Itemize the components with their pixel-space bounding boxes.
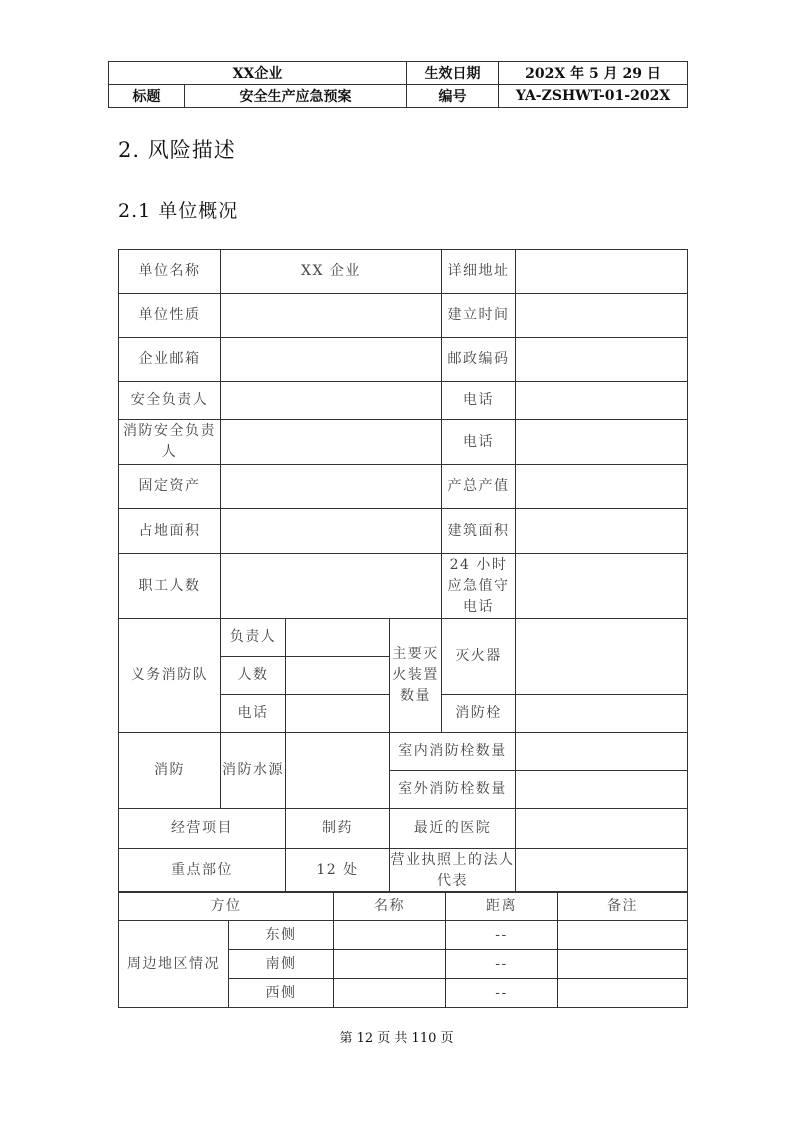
land-area-label: 占地面积 [119,509,221,554]
brigade-phone-label: 电话 [221,695,286,733]
equipment-label: 主要灭火装置数量 [390,619,442,733]
safety-head-label: 安全负责人 [119,382,221,420]
col-direction: 方位 [119,892,334,921]
header-number: YA-ZSHWT-01-202X [499,85,688,108]
building-area-value [516,509,688,554]
surroundings-table [118,891,688,1008]
outdoor-hydrant-label: 室外消防栓数量 [390,771,516,809]
brigade-head-label: 负责人 [221,619,286,657]
hospital-value [516,809,688,849]
postcode-value [516,338,688,382]
name-cell [334,979,446,1008]
direction-cell: 西侧 [229,979,334,1008]
water-source-value [286,733,390,809]
surroundings-label: 周边地区情况 [119,921,229,1008]
section-heading: 2. 风险描述 [118,138,236,162]
duty-phone-label: 24 小时应急值守电话 [442,554,516,619]
unit-name-label: 单位名称 [119,250,221,294]
indoor-hydrant-label: 室内消防栓数量 [390,733,516,771]
brigade-count-label: 人数 [221,657,286,695]
name-cell [334,921,446,950]
subsection-heading: 2.1 单位概况 [118,200,239,222]
email-label: 企业邮箱 [119,338,221,382]
outdoor-hydrant-value [516,771,688,809]
legal-rep-label: 营业执照上的法人代表 [390,849,516,893]
distance-cell: -- [446,950,558,979]
phone-value [516,382,688,420]
direction-cell: 东侧 [229,921,334,950]
duty-phone-value [516,554,688,619]
total-output-label: 产总产值 [442,465,516,509]
page-footer: 第 12 页 共 110 页 [339,1031,454,1046]
established-value [516,294,688,338]
fire-label: 消防 [119,733,221,809]
employees-value [221,554,442,619]
unit-nature-value [221,294,442,338]
employees-label: 职工人数 [119,554,221,619]
note-cell [558,950,688,979]
fire-safety-head-value [221,420,442,465]
name-cell [334,950,446,979]
col-distance: 距离 [446,892,558,921]
unit-nature-label: 单位性质 [119,294,221,338]
hydrant-value [516,695,688,733]
document-header-table [108,61,688,108]
fire-safety-head-label: 消防安全负责人 [119,420,221,465]
distance-cell: -- [446,921,558,950]
phone-label: 电话 [442,420,516,465]
key-parts-value: 12 处 [286,849,390,893]
water-source-label: 消防水源 [221,733,286,809]
brigade-phone-value [286,695,390,733]
header-effective-date-label: 生效日期 [407,62,499,85]
brigade-count-value [286,657,390,695]
extinguisher-value [516,619,688,695]
direction-cell: 南侧 [229,950,334,979]
indoor-hydrant-value [516,733,688,771]
fixed-assets-label: 固定资产 [119,465,221,509]
safety-head-value [221,382,442,420]
note-cell [558,979,688,1008]
building-area-label: 建筑面积 [442,509,516,554]
unit-overview-table [118,249,688,893]
hospital-label: 最近的医院 [390,809,516,849]
legal-rep-value [516,849,688,893]
address-value [516,250,688,294]
header-company: XX企业 [109,62,407,85]
email-value [221,338,442,382]
header-title-label: 标题 [109,85,185,108]
note-cell [558,921,688,950]
fire-brigade-label: 义务消防队 [119,619,221,733]
header-effective-date: 202X 年 5 月 29 日 [499,62,688,85]
established-label: 建立时间 [442,294,516,338]
land-area-value [221,509,442,554]
phone-label: 电话 [442,382,516,420]
brigade-head-value [286,619,390,657]
extinguisher-label: 灭火器 [442,619,516,695]
distance-cell: -- [446,979,558,1008]
col-name: 名称 [334,892,446,921]
total-output-value [516,465,688,509]
business-label: 经营项目 [119,809,286,849]
phone-value [516,420,688,465]
postcode-label: 邮政编码 [442,338,516,382]
col-note: 备注 [558,892,688,921]
address-label: 详细地址 [442,250,516,294]
hydrant-label: 消防栓 [442,695,516,733]
business-value: 制药 [286,809,390,849]
unit-name-value: XX 企业 [221,250,442,294]
header-number-label: 编号 [407,85,499,108]
key-parts-label: 重点部位 [119,849,286,893]
fixed-assets-value [221,465,442,509]
header-title: 安全生产应急预案 [185,85,407,108]
